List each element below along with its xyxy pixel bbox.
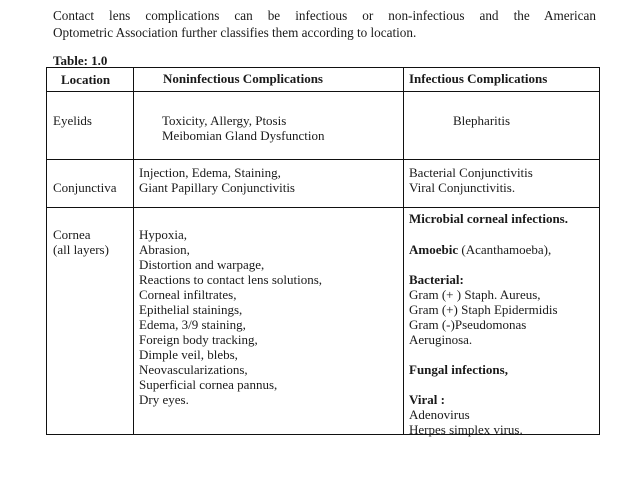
cornea-noninfectious-item: Distortion and warpage, bbox=[139, 257, 265, 272]
cornea-noninfectious-item: Epithelial stainings, bbox=[139, 302, 243, 317]
cornea-noninfectious-item: Corneal infiltrates, bbox=[139, 287, 237, 302]
header-location: Location bbox=[61, 72, 111, 87]
row-eyelids-infectious: Blepharitis bbox=[453, 113, 511, 128]
header-divider bbox=[47, 91, 599, 92]
cornea-noninfectious-item: Edema, 3/9 staining, bbox=[139, 317, 246, 332]
cornea-viral-heading: Viral : bbox=[409, 392, 445, 407]
row-conjunctiva-infectious-1: Bacterial Conjunctivitis bbox=[409, 165, 533, 180]
cornea-noninfectious-item: Superficial cornea pannus, bbox=[139, 377, 278, 392]
header-noninfectious: Noninfectious Complications bbox=[163, 71, 323, 86]
row-divider bbox=[47, 207, 599, 208]
row-eyelids-noninfectious-1: Toxicity, Allergy, Ptosis bbox=[162, 113, 287, 128]
table-caption: Table: 1.0 bbox=[53, 53, 108, 68]
intro-line-2: Optometric Association further classifies them according to location. bbox=[53, 25, 417, 40]
cornea-bacterial-item: Gram (+) Staph Epidermidis bbox=[409, 302, 558, 317]
row-cornea-location-1: Cornea bbox=[53, 227, 91, 242]
column-divider bbox=[403, 68, 404, 434]
cornea-amoebic-detail: (Acanthamoeba), bbox=[458, 242, 552, 257]
row-cornea-location-2: (all layers) bbox=[53, 242, 109, 257]
cornea-noninfectious-item: Dry eyes. bbox=[139, 392, 189, 407]
cornea-noninfectious-item: Neovascularizations, bbox=[139, 362, 248, 377]
cornea-bacterial-item: Gram (+ ) Staph. Aureus, bbox=[409, 287, 541, 302]
cornea-bacterial-item: Aeruginosa. bbox=[409, 332, 473, 347]
cornea-bacterial-item: Gram (-)Pseudomonas bbox=[409, 317, 527, 332]
cornea-noninfectious-item: Reactions to contact lens solutions, bbox=[139, 272, 323, 287]
row-eyelids-location: Eyelids bbox=[53, 113, 92, 128]
cornea-noninfectious-item: Hypoxia, bbox=[139, 227, 188, 242]
cornea-noninfectious-item: Abrasion, bbox=[139, 242, 190, 257]
row-divider bbox=[47, 159, 599, 160]
row-conjunctiva-noninfectious-1: Injection, Edema, Staining, bbox=[139, 165, 281, 180]
cornea-fungal-heading: Fungal infections, bbox=[409, 362, 508, 377]
cornea-noninfectious-item: Foreign body tracking, bbox=[139, 332, 258, 347]
row-conjunctiva-location: Conjunctiva bbox=[53, 180, 117, 195]
cornea-viral-item: Adenovirus bbox=[409, 407, 470, 422]
cornea-noninfectious-item: Dimple veil, blebs, bbox=[139, 347, 238, 362]
row-conjunctiva-infectious-2: Viral Conjunctivitis. bbox=[409, 180, 516, 195]
cornea-amoebic-label: Amoebic bbox=[409, 242, 459, 257]
row-eyelids-noninfectious-2: Meibomian Gland Dysfunction bbox=[162, 128, 325, 143]
header-infectious: Infectious Complications bbox=[409, 71, 548, 86]
complications-table bbox=[46, 67, 600, 435]
intro-paragraph bbox=[53, 7, 596, 41]
row-conjunctiva-noninfectious-2: Giant Papillary Conjunctivitis bbox=[139, 180, 295, 195]
cornea-viral-item: Herpes simplex virus. bbox=[409, 422, 523, 437]
cornea-microbial-heading: Microbial corneal infections. bbox=[409, 211, 568, 226]
intro-line-1: Contact lens complications can be infectious or non-infectious and the American bbox=[53, 8, 596, 23]
column-divider bbox=[133, 68, 134, 434]
cornea-bacterial-heading: Bacterial: bbox=[409, 272, 464, 287]
cornea-amoebic bbox=[409, 242, 551, 257]
